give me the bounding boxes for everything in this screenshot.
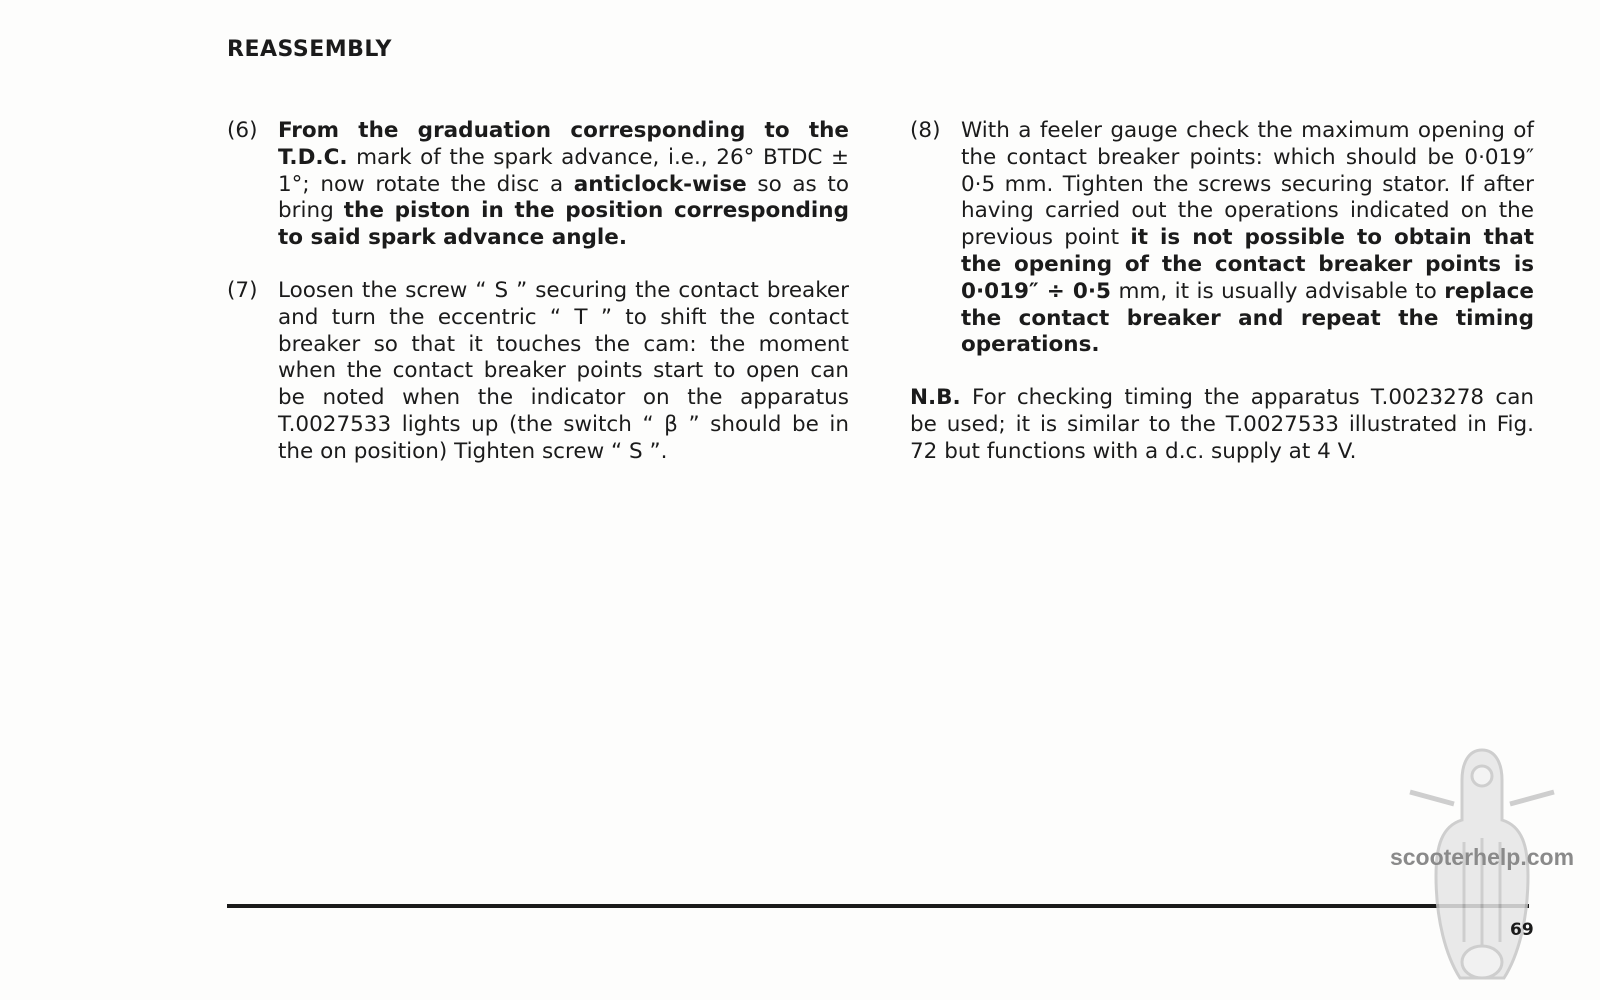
watermark-text: scooterhelp.com: [1389, 844, 1575, 870]
step-number: (6): [227, 118, 258, 143]
step-text: [278, 118, 849, 252]
step-number: (7): [227, 277, 258, 303]
scooterhelp-logo[interactable]: [1372, 742, 1592, 992]
text-run: replace the contact breaker and repeat the timing operations.: [961, 278, 1534, 358]
page-title: REASSEMBLY: [227, 37, 392, 62]
text-run: Loosen the screw “ S ” securing the contact breaker and turn the eccentric “ T ” to shift the contact breaker so that it touches the cam: the moment when the contact breaker points start to open can be noted when the indicator on the apparatus T.0027533 lights up (the switch “ β ” should be in the on position) Tighten screw “ S ”.: [278, 277, 849, 464]
step-text: [278, 278, 849, 466]
footer-rule: [227, 904, 1529, 908]
text-run: With a feeler gauge check the maximum opening of the contact breaker points: which should be 0·019″ 0·5 mm. Tighten the screws securing stator. If after having carried out the operations indicated on the previous point: [961, 118, 1534, 251]
note-paragraph: [910, 385, 1534, 465]
text-run: so as to bring: [278, 171, 849, 224]
text-run: anticlock-wise: [573, 171, 747, 197]
step-7: [227, 278, 849, 466]
left-column: [227, 118, 849, 492]
text-run: the piston in the position corresponding to said spark advance angle.: [278, 198, 850, 251]
text-run: mm, it is usually advisable to: [1110, 278, 1445, 304]
text-run: From the graduation corresponding to the T.D.C.: [278, 118, 849, 170]
page-number: 69: [1510, 920, 1534, 940]
right-column: [910, 118, 1534, 466]
note-text: For checking timing the apparatus T.0023278 can be used; it is similar to the T.0027533 illustrated in Fig. 72 but functions with a d.c. supply at 4 V.: [910, 385, 1534, 464]
step-6: [227, 118, 849, 252]
step-8: [910, 118, 1534, 359]
text-run: it is not possible to obtain that the opening of the contact breaker points is 0·019″ ÷ 0·5: [961, 225, 1534, 304]
text-run: mark of the spark advance, i.e., 26° BTDC ± 1°; now rotate the disc a: [278, 144, 849, 197]
note-label: N.B.: [910, 385, 961, 411]
step-number: (8): [910, 118, 941, 143]
step-text: [961, 118, 1534, 359]
